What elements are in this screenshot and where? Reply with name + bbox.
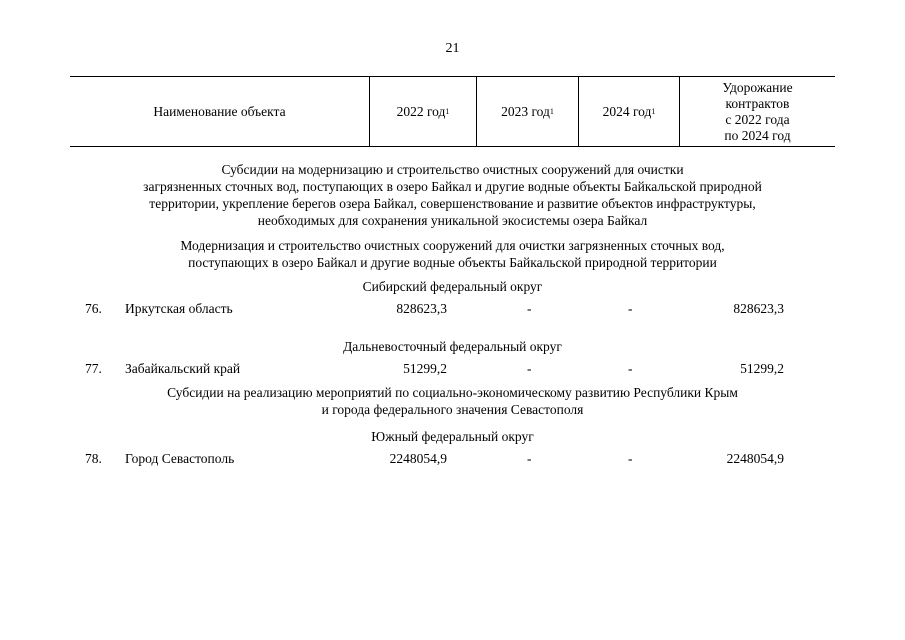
section-subcaption [70,237,835,271]
row-number: 78. [85,451,102,466]
header-2023-column: 2023 год 1 [501,103,554,119]
caption-line: и города федерального значения Севастополя [321,402,584,417]
caption-line: Субсидии на модернизацию и строительство очистных сооружений для очистки [221,162,684,177]
district-heading: Южный федеральный округ [371,429,534,444]
header-name-label: Наименование объекта [153,103,286,119]
row-name: Город Севастополь [125,451,235,466]
district-heading: Сибирский федеральный округ [362,279,543,294]
table-row [0,360,905,378]
header-2024-label: 2024 год [602,103,652,119]
subcaption-line: Модернизация и строительство очистных сооружений для очистки загрязненных сточных вод, [180,238,725,253]
row-value-increase: 51299,2 [740,361,784,376]
header-increase-line: по 2024 год [724,127,791,143]
row-number: 76. [85,301,102,316]
row-value-2022: 828623,3 [396,301,447,316]
row-name: Забайкальский край [125,361,241,376]
caption-line: необходимых для сохранения уникальной экосистемы озера Байкал [257,213,648,228]
row-value-increase: 2248054,9 [726,451,784,466]
header-increase-line: контрактов [725,95,790,111]
section-caption [70,384,835,418]
page-number: 21 [445,41,460,56]
header-2023-label: 2023 год [501,103,550,119]
row-value-2022: 51299,2 [403,361,447,376]
caption-line: загрязненных сточных вод, поступающих в озеро Байкал и другие водные объекты Байкальской природной [143,179,762,194]
row-value-2022: 2248054,9 [389,451,447,466]
header-2022-label: 2022 год [396,103,446,119]
row-value-2023: - [527,451,532,466]
header-2024-column: 2024 год 1 [602,103,656,119]
header-increase-line: с 2022 года [725,111,790,127]
row-value-2024: - [628,451,633,466]
caption-line: Субсидии на реализацию мероприятий по социально-экономическому развитию Республики Крым [167,385,738,400]
row-name: Иркутская область [125,301,233,316]
row-value-2023: - [527,301,532,316]
caption-line: территории, укрепление берегов озера Байкал, совершенствование и развитие объектов инфраструктуры, [149,196,756,211]
header-2022-column: 2022 год 1 [396,103,450,119]
subcaption-line: поступающих в озеро Байкал и другие водные объекты Байкальской природной территории [188,255,717,270]
row-value-2023: - [527,361,532,376]
header-increase-line: Удорожание [722,79,793,95]
row-value-2024: - [628,301,633,316]
row-number: 77. [85,361,102,376]
row-value-increase: 828623,3 [733,301,784,316]
section-caption [70,161,835,229]
table-row [0,450,905,468]
district-heading: Дальневосточный федеральный округ [343,339,562,354]
table-row [0,300,905,318]
header-name-column [70,76,369,147]
header-increase-column [680,76,835,147]
row-value-2024: - [628,361,633,376]
